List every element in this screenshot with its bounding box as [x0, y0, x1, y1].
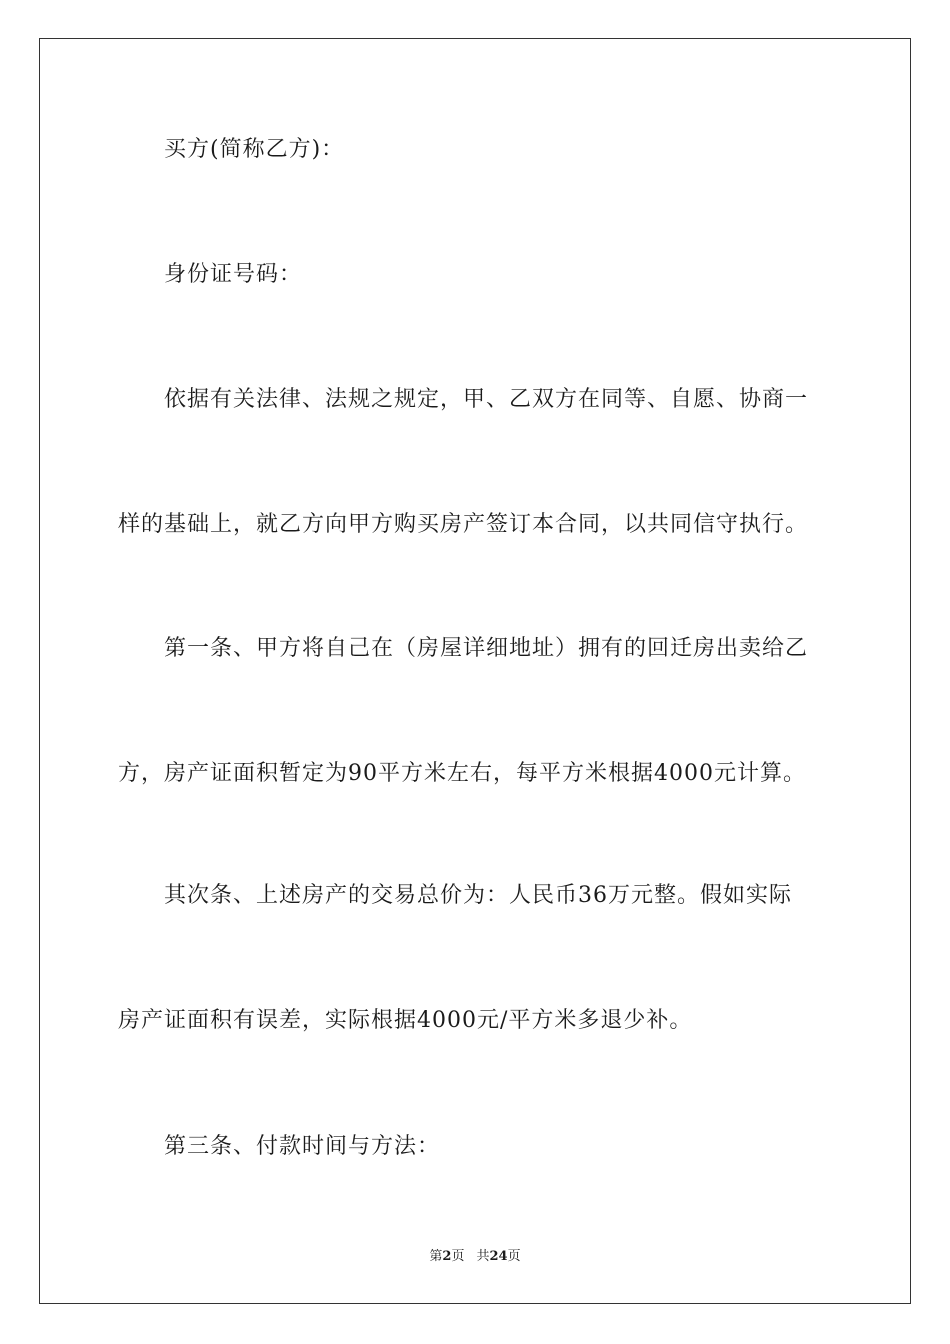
buyer-label: 买方(简称乙方)：	[164, 137, 345, 162]
footer-total-prefix: 共	[476, 1249, 490, 1264]
article-2-line-1: 其次条、上述房产的交易总价为：人民币36万元整。假如实际	[164, 883, 792, 908]
preamble-line-1: 依据有关法律、法规之规定，甲、乙双方在同等、自愿、协商一	[164, 387, 809, 412]
page-border	[39, 38, 911, 1304]
page-footer	[0, 1249, 950, 1265]
article-1-line-1: 第一条、甲方将自己在（房屋详细地址）拥有的回迁房出卖给乙	[164, 636, 809, 661]
article-3-heading: 第三条、付款时间与方法：	[164, 1134, 441, 1159]
id-number-label: 身份证号码：	[164, 262, 303, 287]
article-2-line-2: 房产证面积有误差，实际根据4000元/平方米多退少补。	[118, 1008, 693, 1033]
article-1-line-2: 方，房产证面积暂定为90平方米左右，每平方米根据4000元计算。	[118, 761, 806, 786]
footer-page-suffix: 页	[451, 1249, 465, 1264]
footer-total-suffix: 页	[507, 1249, 521, 1264]
footer-page-prefix: 第	[429, 1249, 443, 1264]
footer-total-pages: 24	[489, 1249, 508, 1264]
footer-page-number: 2	[442, 1249, 452, 1264]
preamble-line-2: 样的基础上，就乙方向甲方购买房产签订本合同，以共同信守执行。	[118, 512, 809, 537]
